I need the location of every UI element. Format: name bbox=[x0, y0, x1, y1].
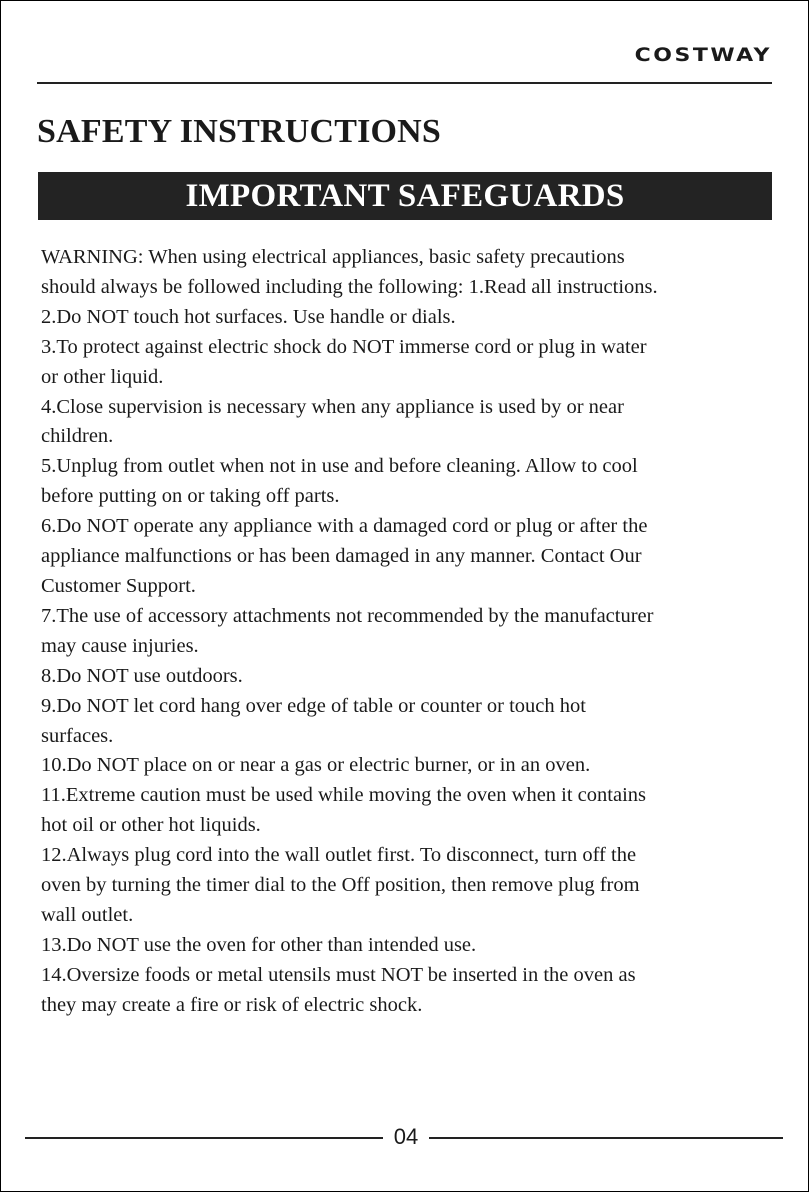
text-line: 5.Unplug from outlet when not in use and before cleaning. Allow to cool bbox=[41, 455, 638, 478]
footer-divider-right bbox=[429, 1137, 783, 1139]
text-line: 6.Do NOT operate any appliance with a damaged cord or plug or after the bbox=[41, 515, 648, 538]
text-line: 12.Always plug cord into the wall outlet first. To disconnect, turn off the bbox=[41, 844, 637, 867]
text-line: 8.Do NOT use outdoors. bbox=[41, 664, 243, 687]
text-line: hot oil or other hot liquids. bbox=[41, 814, 261, 837]
text-line: 10.Do NOT place on or near a gas or electric burner, or in an oven. bbox=[41, 754, 591, 777]
text-line: 3.To protect against electric shock do NOT immerse cord or plug in water bbox=[41, 335, 647, 358]
safeguards-text bbox=[41, 243, 771, 1021]
important-safeguards-banner: IMPORTANT SAFEGUARDS bbox=[38, 172, 772, 220]
text-line: 9.Do NOT let cord hang over edge of table or counter or touch hot bbox=[41, 694, 586, 717]
text-line: Customer Support. bbox=[41, 574, 196, 597]
text-line: they may create a fire or risk of electric shock. bbox=[41, 993, 423, 1016]
text-line: appliance malfunctions or has been damaged in any manner. Contact Our bbox=[41, 545, 642, 568]
text-line: wall outlet. bbox=[41, 903, 134, 926]
text-line: oven by turning the timer dial to the Off position, then remove plug from bbox=[41, 874, 640, 897]
section-title: SAFETY INSTRUCTIONS bbox=[37, 113, 442, 150]
text-line: surfaces. bbox=[41, 724, 114, 747]
text-line: children. bbox=[41, 425, 114, 448]
text-line: before putting on or taking off parts. bbox=[41, 485, 340, 508]
text-line: WARNING: When using electrical appliances, basic safety precautions bbox=[41, 246, 625, 268]
text-line: 4.Close supervision is necessary when any appliance is used by or near bbox=[41, 395, 624, 418]
brand-logo: COSTWAY bbox=[634, 45, 772, 67]
text-line: 7.The use of accessory attachments not recommended by the manufacturer bbox=[41, 604, 654, 627]
text-line: may cause injuries. bbox=[41, 634, 199, 657]
footer-divider-left bbox=[25, 1137, 383, 1139]
text-line: 2.Do NOT touch hot surfaces. Use handle or dials. bbox=[41, 305, 456, 328]
page-number: 04 bbox=[393, 1124, 419, 1149]
text-line: should always be followed including the following: 1.Read all instructions. bbox=[41, 275, 658, 298]
text-line: 14.Oversize foods or metal utensils must NOT be inserted in the oven as bbox=[41, 963, 636, 986]
header-divider bbox=[37, 82, 772, 84]
text-line: 13.Do NOT use the oven for other than intended use. bbox=[41, 933, 477, 956]
text-line: or other liquid. bbox=[41, 365, 164, 388]
text-line: 11.Extreme caution must be used while moving the oven when it contains bbox=[41, 784, 647, 807]
